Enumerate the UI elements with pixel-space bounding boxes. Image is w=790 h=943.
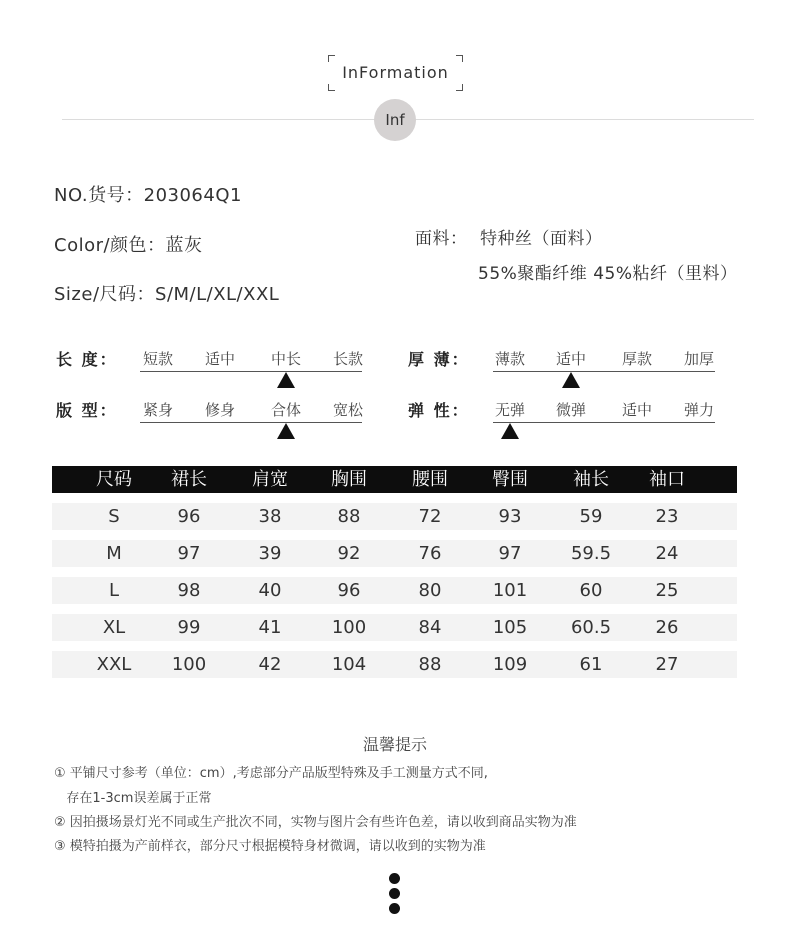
- scale-marker-icon: [277, 372, 295, 388]
- table-header-cell: 胸围: [331, 469, 367, 490]
- scale-option: 紧身: [142, 401, 173, 419]
- tip-line: ② 因拍摄场景灯光不同或生产批次不同，实物与图片会有些许色差，请以收到商品实物为准: [54, 815, 577, 830]
- table-cell: 76: [418, 543, 442, 564]
- table-cell: 98: [177, 580, 201, 601]
- frame-corner: [456, 55, 463, 62]
- table-row: [52, 540, 737, 567]
- table-header-cell: 袖口: [649, 469, 685, 490]
- scale-option: 适中: [204, 350, 235, 368]
- more-dot-icon: [389, 903, 400, 914]
- fabric-lining: 55%聚酯纤维 45%粘纤（里料）: [478, 264, 738, 284]
- brand-title-frame: [328, 55, 463, 91]
- table-cell: 25: [655, 580, 679, 601]
- scale-marker-icon: [562, 372, 580, 388]
- table-cell: 97: [498, 543, 522, 564]
- table-cell: 105: [492, 617, 528, 638]
- brand-title: InFormation: [342, 63, 449, 82]
- scale-option: 无弹: [494, 401, 525, 419]
- scale-label-length: 长 度：: [56, 350, 118, 369]
- table-row: [52, 503, 737, 530]
- inf-badge: Inf: [374, 99, 416, 141]
- table-cell: 100: [331, 617, 367, 638]
- table-header-cell: 裙长: [171, 469, 207, 490]
- scale-line: [140, 371, 362, 372]
- table-cell: 88: [418, 654, 442, 675]
- table-cell: 104: [331, 654, 367, 675]
- table-cell: L: [108, 580, 120, 601]
- table-header-cell: 尺码: [96, 469, 132, 490]
- scale-option: 修身: [204, 401, 235, 419]
- scale-label-elasticity: 弹 性：: [408, 401, 470, 420]
- scale-marker-icon: [277, 423, 295, 439]
- table-cell: 60: [579, 580, 603, 601]
- scale-option: 薄款: [494, 350, 525, 368]
- table-cell: 96: [177, 506, 201, 527]
- scale-line: [493, 371, 715, 372]
- scale-option: 短款: [142, 350, 173, 368]
- table-cell: 88: [337, 506, 361, 527]
- table-cell: M: [106, 543, 122, 564]
- size-table-header: [52, 466, 737, 493]
- tip-line: 存在1-3cm误差属于正常: [54, 791, 212, 806]
- table-cell: 40: [258, 580, 282, 601]
- table-header-cell: 臀围: [492, 469, 528, 490]
- scale-option: 弹力: [683, 401, 714, 419]
- frame-corner: [328, 84, 335, 91]
- scale-label-thickness: 厚 薄：: [408, 350, 470, 369]
- table-cell: 97: [177, 543, 201, 564]
- table-cell: XXL: [96, 654, 132, 675]
- table-cell: 61: [579, 654, 603, 675]
- table-cell: 41: [258, 617, 282, 638]
- scale-option: 中长: [270, 350, 301, 368]
- scale-option: 适中: [555, 350, 586, 368]
- table-row: [52, 614, 737, 641]
- frame-corner: [328, 55, 335, 62]
- tips-title: 温馨提示: [362, 735, 427, 754]
- table-cell: 93: [498, 506, 522, 527]
- more-dot-icon: [389, 873, 400, 884]
- scale-option: 合体: [270, 401, 301, 419]
- size-table-body: [52, 503, 737, 678]
- product-sizes: Size/尺码：S/M/L/XL/XXL: [54, 284, 280, 305]
- table-cell: 23: [655, 506, 679, 527]
- table-row: [52, 651, 737, 678]
- table-cell: 27: [655, 654, 679, 675]
- table-cell: S: [108, 506, 120, 527]
- table-row: [52, 577, 737, 604]
- scale-option: 长款: [332, 350, 363, 368]
- table-cell: 92: [337, 543, 361, 564]
- table-cell: 60.5: [570, 617, 612, 638]
- table-cell: 72: [418, 506, 442, 527]
- scale-option: 厚款: [621, 350, 652, 368]
- scale-option: 宽松: [332, 401, 363, 419]
- table-cell: 80: [418, 580, 442, 601]
- more-dot-icon: [389, 888, 400, 899]
- scale-line: [493, 422, 715, 423]
- table-cell: XL: [102, 617, 126, 638]
- scale-option: 适中: [621, 401, 652, 419]
- table-cell: 59: [579, 506, 603, 527]
- table-cell: 39: [258, 543, 282, 564]
- table-cell: 38: [258, 506, 282, 527]
- table-cell: 42: [258, 654, 282, 675]
- fabric-outer: 特种丝（面料）: [480, 229, 603, 249]
- scale-option: 加厚: [683, 350, 714, 368]
- scale-option: 微弹: [555, 401, 586, 419]
- tip-line: ① 平铺尺寸参考（单位：cm）,考虑部分产品版型特殊及手工测量方式不同,: [54, 766, 488, 781]
- table-header-cell: 肩宽: [252, 469, 288, 490]
- table-cell: 59.5: [570, 543, 612, 564]
- table-cell: 96: [337, 580, 361, 601]
- scale-line: [140, 422, 362, 423]
- tip-line: ③ 模特拍摄为产前样衣，部分尺寸根据模特身材微调，请以收到的实物为准: [54, 839, 486, 854]
- frame-corner: [456, 84, 463, 91]
- product-number: NO.货号：203064Q1: [54, 185, 242, 206]
- table-cell: 84: [418, 617, 442, 638]
- table-cell: 24: [655, 543, 679, 564]
- scale-label-fit: 版 型：: [56, 401, 118, 420]
- table-header-cell: 腰围: [412, 469, 448, 490]
- table-cell: 26: [655, 617, 679, 638]
- table-header-cell: 袖长: [573, 469, 609, 490]
- table-cell: 101: [492, 580, 528, 601]
- scale-marker-icon: [501, 423, 519, 439]
- product-color: Color/颜色：蓝灰: [54, 235, 203, 256]
- table-cell: 100: [171, 654, 207, 675]
- table-cell: 99: [177, 617, 201, 638]
- table-cell: 109: [492, 654, 528, 675]
- size-table: [52, 466, 737, 678]
- fabric-label: 面料：: [415, 229, 468, 249]
